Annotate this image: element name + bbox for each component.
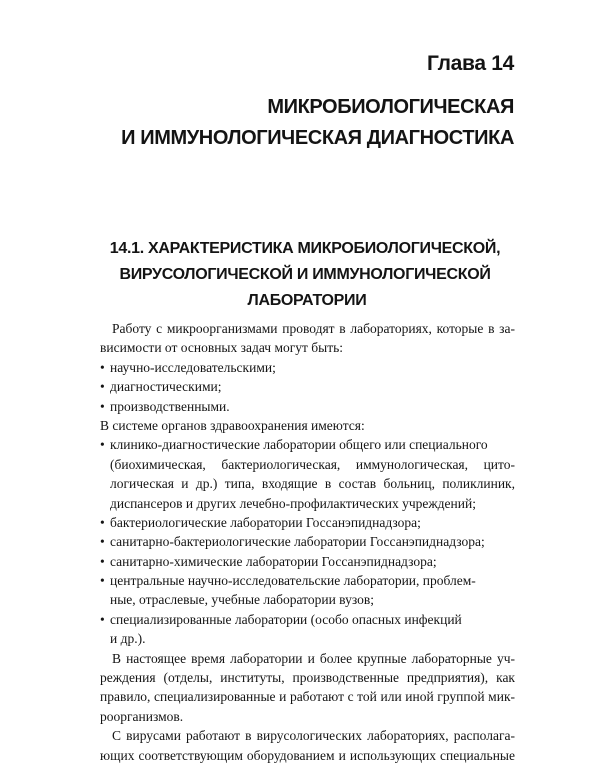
chapter-title-line-1: МИКРОБИОЛОГИЧЕСКАЯ xyxy=(267,96,514,118)
list-item xyxy=(100,610,515,629)
bullet-icon: • xyxy=(100,398,105,414)
bullet-icon: • xyxy=(100,553,105,569)
list-item-text: клинико-диагностические лаборатории общего или специального xyxy=(110,437,488,453)
list-item-text: специализированные лаборатории (особо опасных инфекций xyxy=(110,611,462,627)
list-item-continuation: (биохимическая, бактериологическая, иммунологическая, цито- xyxy=(110,456,515,472)
list-item-text: санитарно-бактериологические лаборатории Госсанэпиднадзора; xyxy=(110,534,485,550)
bullet-icon: • xyxy=(100,611,105,627)
list-item xyxy=(100,532,515,551)
paragraph-line: реждения (отделы, институты, производственные предприятия), как xyxy=(100,670,515,686)
list-item-continuation: и др.). xyxy=(110,631,146,647)
bullet-icon: • xyxy=(100,359,105,375)
list-item-text: производственными. xyxy=(110,398,230,414)
paragraph-line: Работу с микроорганизмами проводят в лабораториях, которые в за- xyxy=(112,321,515,336)
list-item xyxy=(100,571,515,590)
paragraph-line: С вирусами работают в вирусологических лабораториях, располага- xyxy=(112,728,515,744)
list-item xyxy=(100,397,515,416)
bullet-icon: • xyxy=(100,534,105,550)
paragraph-line: В системе органов здравоохранения имеются: xyxy=(100,417,365,433)
paragraph-line: правило, специализированные и работают с той или иной группой мик- xyxy=(100,689,515,705)
section-heading-line-2: ВИРУСОЛОГИЧЕСКОЙ И ИММУНОЛОГИЧЕСКОЙ xyxy=(119,266,491,283)
chapter-title-line-2: И ИММУНОЛОГИЧЕСКАЯ ДИАГНОСТИКА xyxy=(121,127,514,149)
list-item xyxy=(100,358,515,377)
list-item xyxy=(100,513,515,532)
paragraph-line: ющих соответствующим оборудованием и использующих специальные xyxy=(100,747,515,763)
list-item xyxy=(100,377,515,396)
list-item xyxy=(100,435,515,454)
list-item-continuation: ные, отраслевые, учебные лаборатории вузов; xyxy=(110,592,374,608)
chapter-label: Глава 14 xyxy=(427,52,514,75)
list-item-continuation: диспансеров и других лечебно-профилактических учреждений; xyxy=(110,495,476,511)
list-item-continuation: логическая и др.) типа, входящие в состав больниц, поликлиник, xyxy=(110,476,515,492)
paragraph-line: роорганизмов. xyxy=(100,708,184,724)
list-item-text: центральные научно-исследовательские лаборатории, проблем- xyxy=(110,573,476,589)
section-heading-line-3: ЛАБОРАТОРИИ xyxy=(247,292,367,309)
list-item xyxy=(100,552,515,571)
bullet-icon: • xyxy=(100,514,105,530)
bullet-icon: • xyxy=(100,573,105,589)
body-text xyxy=(100,319,515,765)
list-item-text: санитарно-химические лаборатории Госсанэпиднадзора; xyxy=(110,553,437,569)
bullet-icon: • xyxy=(100,379,105,395)
list-item-text: диагностическими; xyxy=(110,379,222,395)
list-item-text: научно-исследовательскими; xyxy=(110,359,276,375)
paragraph-line: В настоящее время лаборатории и более крупные лабораторные уч- xyxy=(112,650,515,666)
list-item-text: бактериологические лаборатории Госсанэпиднадзора; xyxy=(110,514,421,530)
paragraph-line: висимости от основных задач могут быть: xyxy=(100,340,344,356)
bullet-icon: • xyxy=(100,437,105,453)
section-heading-line-1: 14.1. ХАРАКТЕРИСТИКА МИКРОБИОЛОГИЧЕСКОЙ, xyxy=(109,240,501,257)
